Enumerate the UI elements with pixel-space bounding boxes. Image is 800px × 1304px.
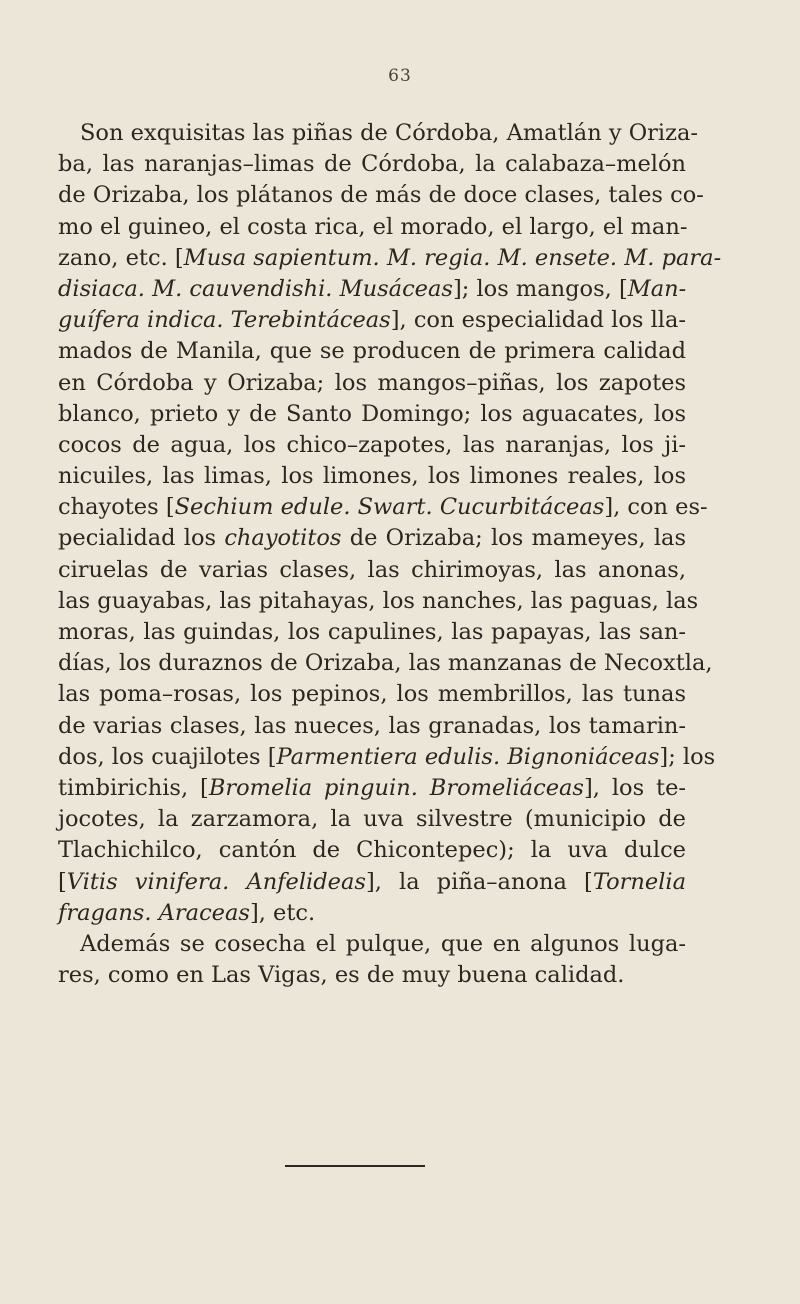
text-run: timbirichis, [	[58, 774, 209, 801]
text-run: ], los te-	[583, 774, 687, 801]
scientific-name: Bromelia pinguin. Bromeliáceas	[208, 774, 584, 801]
text-line	[58, 523, 686, 554]
text-run: chayotes [	[58, 494, 175, 521]
text-line: Además se cosecha el pulque, que en algunos luga-	[80, 930, 686, 957]
scientific-name: Man-	[627, 275, 687, 302]
scientific-name: Parmentiera edulis. Bignoniáceas	[276, 743, 660, 770]
text-line	[58, 742, 716, 773]
text-run: ], etc.	[249, 899, 316, 926]
text-line: días, los duraznos de Orizaba, las manzanas de Necoxtla,	[58, 650, 713, 677]
scientific-name: guífera indica. Terebintáceas	[58, 307, 391, 334]
text-line: mo el guineo, el costa rica, el morado, el largo, el man-	[58, 213, 688, 240]
text-run: ]; los mangos, [	[452, 275, 628, 302]
text-line: de varias clases, las nueces, las granadas, los tamarin-	[58, 712, 686, 739]
text-line: res, como en Las Vigas, es de muy buena calidad.	[58, 962, 625, 989]
text-line	[58, 898, 686, 929]
text-line: ba, las naranjas–limas de Córdoba, la calabaza–melón	[58, 151, 686, 178]
text-line	[58, 773, 686, 804]
text-line: Son exquisitas las piñas de Córdoba, Amatlán y Oriza-	[80, 120, 698, 146]
text-line: en Córdoba y Orizaba; los mangos–piñas, los zapotes	[58, 369, 686, 396]
text-line	[58, 243, 722, 274]
body-text	[58, 118, 722, 991]
text-line: Tlachichilco, cantón de Chicontepec); la uva dulce	[58, 837, 686, 864]
text-run: [	[58, 868, 67, 895]
text-line: nicuiles, las limas, los limones, los limones reales, los	[58, 463, 686, 490]
text-line: cocos de agua, los chico–zapotes, las naranjas, los ji-	[58, 431, 686, 458]
text-line	[58, 274, 686, 305]
scientific-name: fragans. Araceas	[58, 899, 250, 926]
text-line: mados de Manila, que se producen de primera calidad	[58, 338, 686, 365]
text-line: ciruelas de varias clases, las chirimoyas, las anonas,	[58, 556, 686, 583]
text-run: zano, etc. [	[58, 244, 184, 271]
text-run: ], la piña–anona [	[365, 868, 593, 895]
text-run: dos, los cuajilotes [	[58, 743, 277, 770]
scientific-name: Sechium edule. Swart. Cucurbitáceas	[174, 494, 605, 521]
text-run: de Orizaba; los mameyes, las	[341, 525, 686, 552]
text-run: ], con es-	[604, 494, 708, 521]
scientific-name: disiaca. M. cauvendishi. Musáceas	[58, 275, 453, 302]
text-line: de Orizaba, los plátanos de más de doce clases, tales co-	[58, 182, 704, 209]
text-line: las poma–rosas, los pepinos, los membrillos, las tunas	[58, 681, 686, 708]
text-run: ], con especialidad los lla-	[390, 307, 687, 334]
scientific-name: Vitis vinifera. Anfelideas	[66, 868, 366, 895]
text-line: las guayabas, las pitahayas, los nanches, las paguas, las	[58, 587, 699, 614]
text-line: moras, las guindas, los capulines, las papayas, las san-	[58, 619, 686, 645]
scientific-name: Musa sapientum. M. regia. M. ensete. M. para-	[183, 244, 722, 271]
text-line	[58, 867, 686, 898]
page-number: 63	[388, 66, 412, 86]
italic-term: chayotitos	[224, 525, 342, 552]
text-line: jocotes, la zarzamora, la uva silvestre (municipio de	[58, 806, 686, 833]
text-line	[58, 305, 686, 336]
text-run: ]; los	[659, 743, 716, 770]
scientific-name: Tornelia	[592, 868, 687, 895]
section-rule	[285, 1165, 425, 1167]
text-line: blanco, prieto y de Santo Domingo; los aguacates, los	[58, 400, 686, 427]
text-line	[58, 492, 708, 523]
text-run: pecialidad los	[58, 525, 225, 552]
